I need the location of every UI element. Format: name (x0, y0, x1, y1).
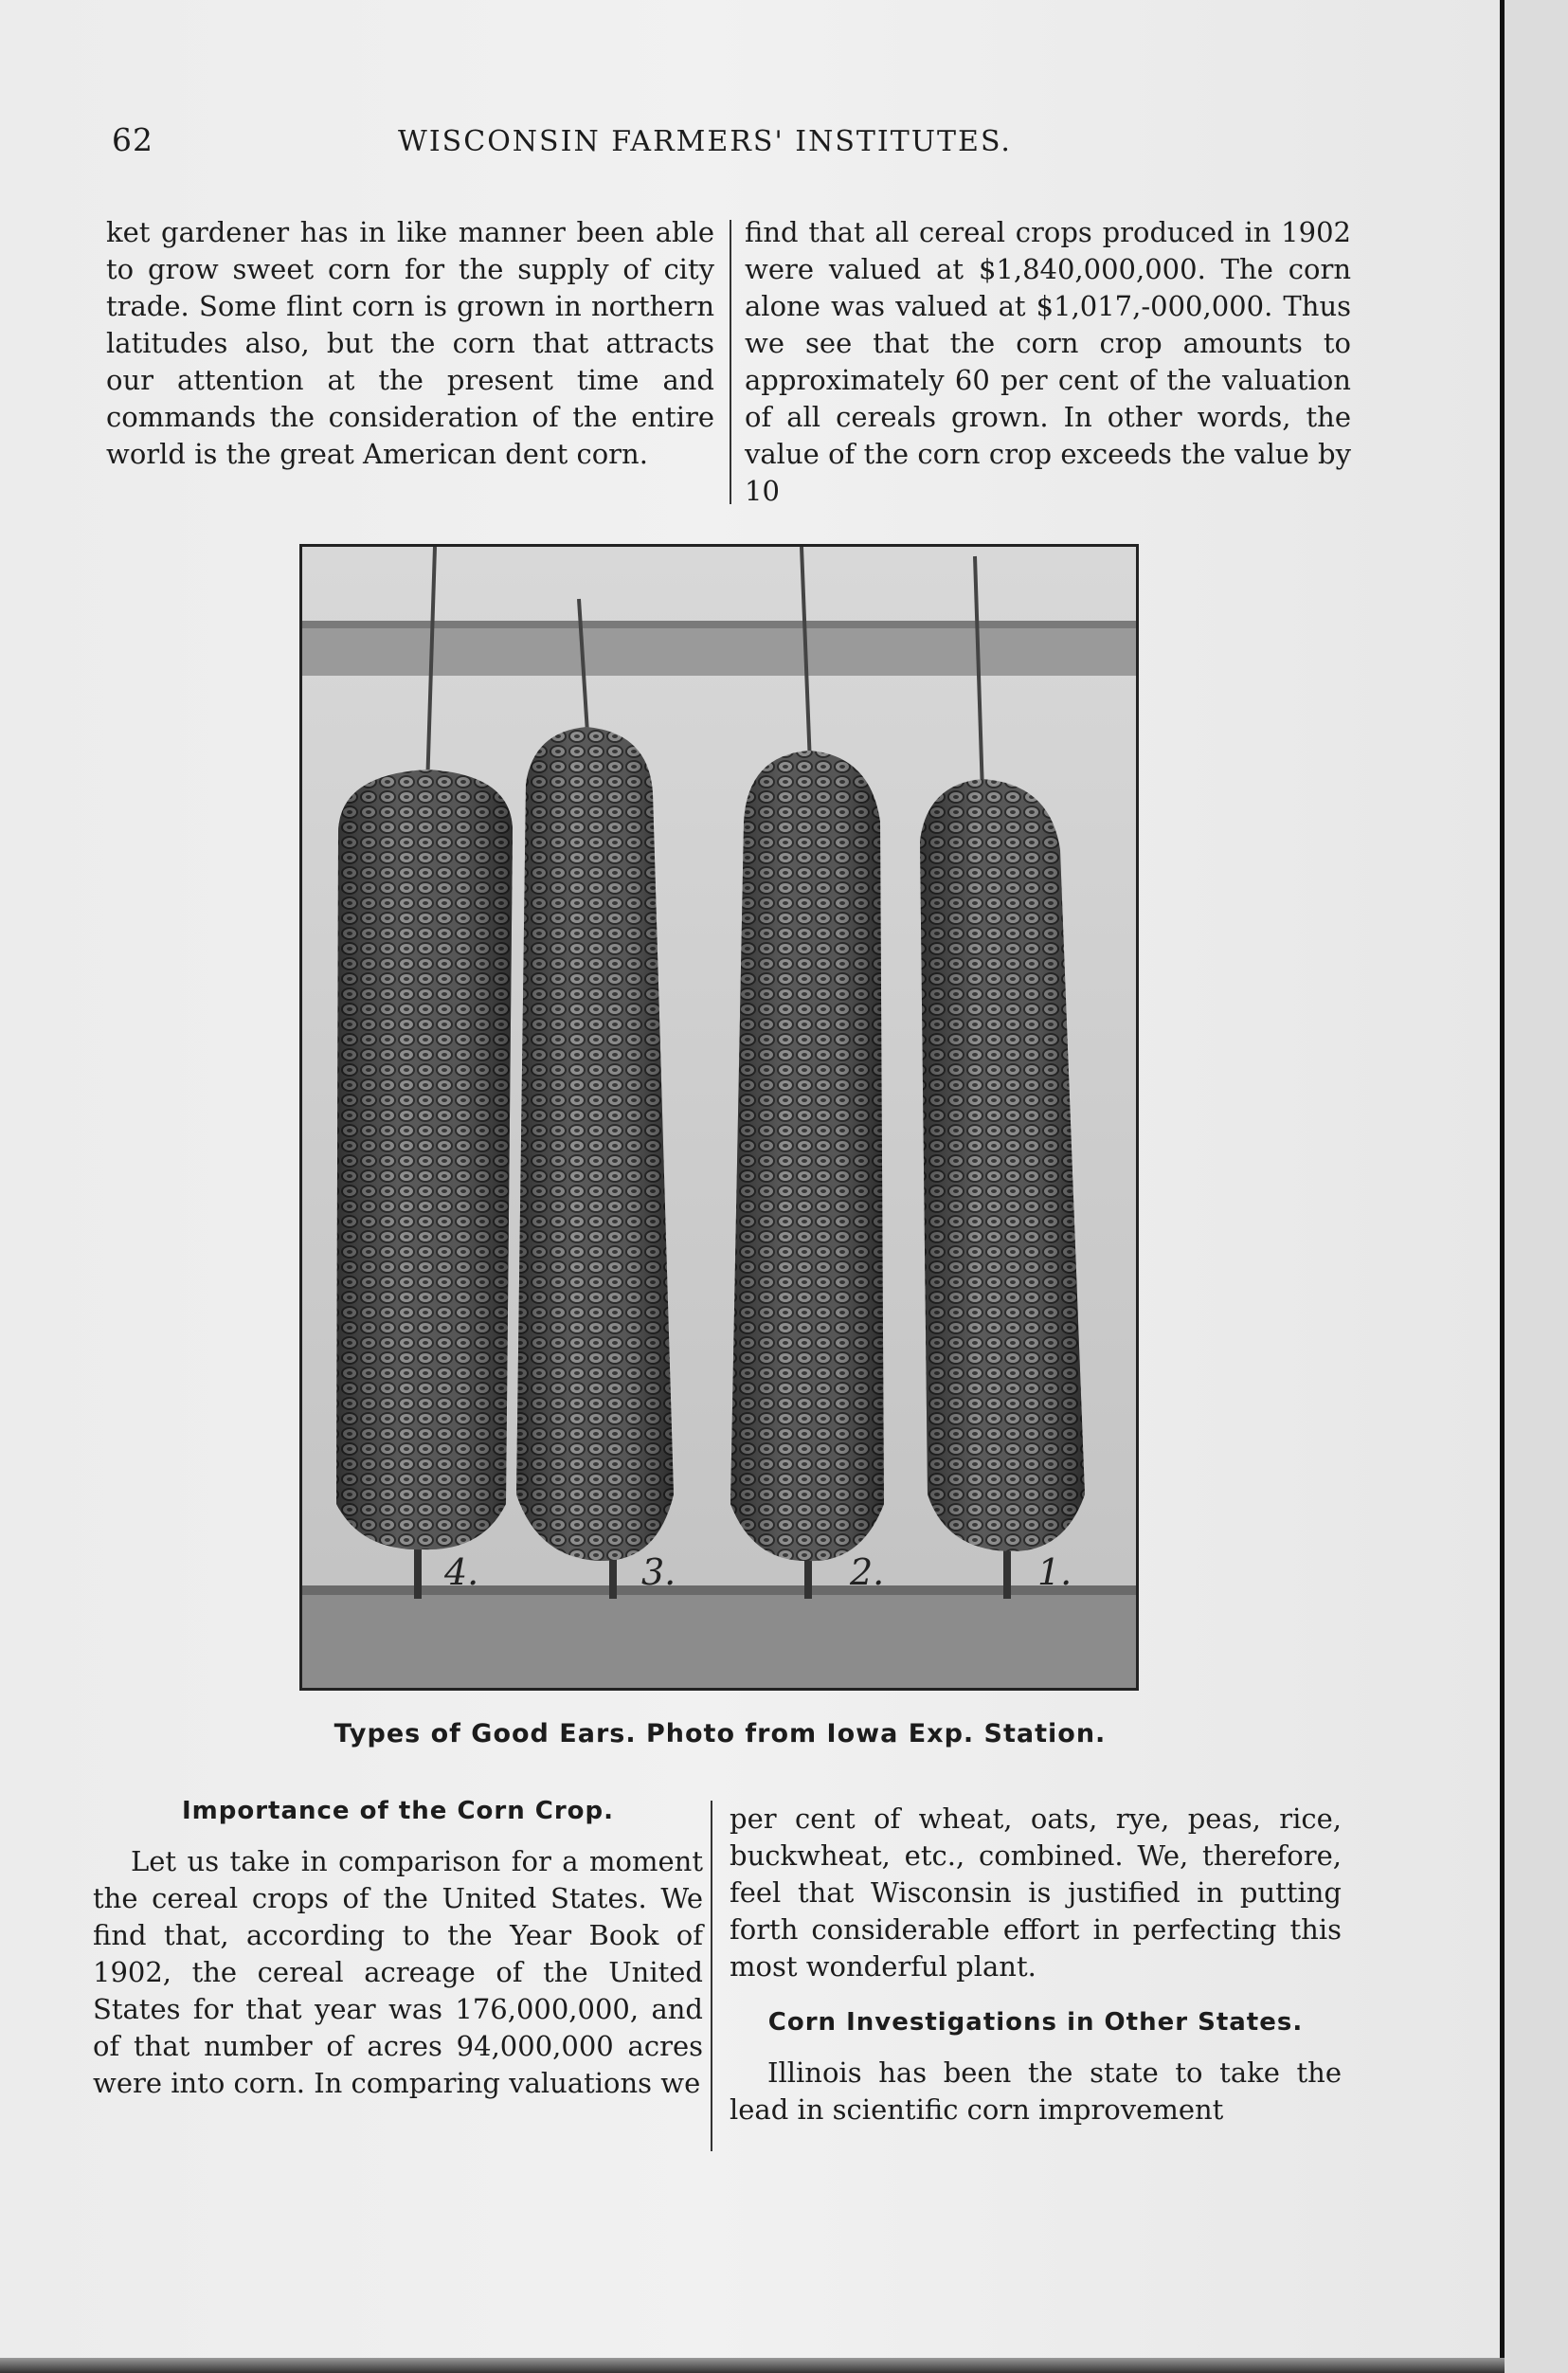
column-rule (711, 1801, 712, 2151)
ear-label-1: 1. (1037, 1551, 1072, 1593)
corn-ear-3 (516, 727, 674, 1561)
top-right-paragraph: find that all cereal crops produced in 1902 were valued at $1,840,000,000. The corn alone was valued at $1,017,-000,000. Thus we see that the corn crop amounts to approximately 60 per cent of the valuation of all cereals grown. In other words, the value of the corn crop exceeds the value by 10 (745, 216, 1351, 507)
scan-margin (1505, 0, 1568, 2373)
ear-label-2: 2. (850, 1551, 885, 1593)
running-head: WISCONSIN FARMERS' INSTITUTES. (398, 125, 1012, 158)
bottom-right-column (730, 1801, 1342, 2128)
page-edge-shadow (1500, 0, 1505, 2373)
hanging-board (302, 621, 1136, 676)
importance-paragraph: Let us take in comparison for a moment the cereal crops of the United States. We find that, according to the Year Book of 1902, the cereal acreage of the United States for that year was 176,000,000, and of that number of acres 94,000,000 acres were into corn. In comparing valuations we (93, 1845, 703, 2099)
investigations-paragraph: Illinois has been the state to take the lead in scientific corn improvement (730, 2056, 1342, 2126)
top-right-column (745, 214, 1351, 510)
bottom-shelf (302, 1585, 1136, 1688)
figure-caption: Types of Good Ears. Photo from Iowa Exp. Station. (333, 1719, 1107, 1748)
top-left-column (106, 214, 714, 473)
bottom-left-column (93, 1793, 703, 2102)
continuation-paragraph: per cent of wheat, oats, rye, peas, rice, buckwheat, etc., combined. We, therefore, feel that Wisconsin is justified in putting forth considerable effort in perfecting this most wonderful plant. (730, 1802, 1342, 1983)
corn-photo (299, 544, 1139, 1691)
page-bottom-shadow (0, 2358, 1505, 2373)
section-heading-importance: Importance of the Corn Crop. (181, 1797, 615, 1825)
corn-ear-1 (920, 779, 1085, 1551)
page-number: 62 (112, 121, 153, 158)
ear-label-4: 4. (444, 1551, 479, 1593)
corn-ears-illustration (302, 547, 1136, 1688)
section-heading-investigations: Corn Investigations in Other States. (767, 2008, 1304, 2037)
corn-ear-4 (336, 770, 513, 1549)
top-left-paragraph: ket gardener has in like manner been able to grow sweet corn for the supply of city trade. Some flint corn is grown in northern latitudes also, but the corn that attracts our attention at the present time and commands the consideration of the entire world is the great American dent corn. (106, 216, 714, 470)
column-rule (730, 220, 731, 504)
corn-ear-2 (730, 751, 884, 1561)
ear-label-3: 3. (641, 1551, 676, 1593)
